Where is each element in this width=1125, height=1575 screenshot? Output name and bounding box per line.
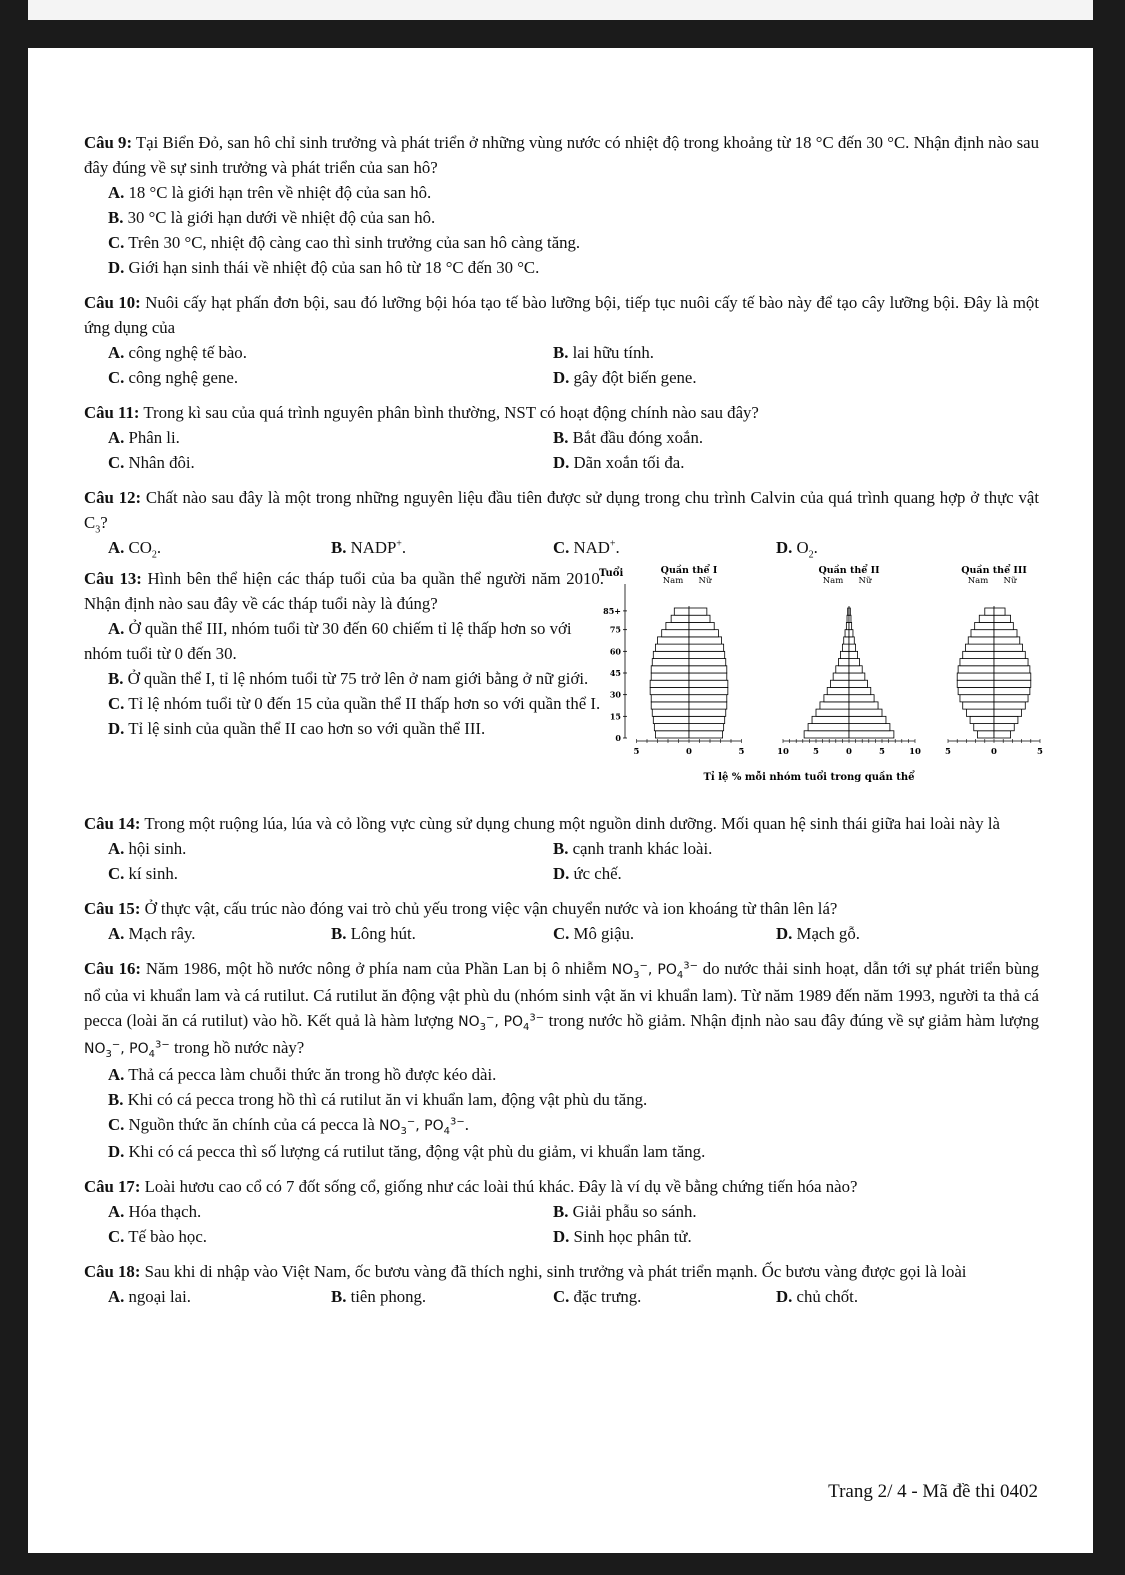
female-bar	[689, 637, 722, 644]
female-bar	[994, 724, 1014, 731]
option-a[interactable]: A. Phân li.	[108, 428, 180, 447]
option-c[interactable]: C. Tỉ lệ nhóm tuổi từ 0 đến 15 của quần thể II thấp hơn so với quần thể I.	[108, 694, 601, 713]
question-15	[84, 896, 1039, 946]
female-bar	[689, 673, 727, 680]
question-number: Câu 10:	[84, 293, 141, 312]
female-bar	[849, 709, 882, 716]
question-text: Hình bên thể hiện các tháp tuổi của ba quần thể người năm 2010. Nhận định nào sau đây về các tháp tuổi này là đúng?	[84, 569, 604, 613]
male-bar	[651, 695, 689, 702]
male-bar	[844, 637, 849, 644]
male-bar	[963, 702, 994, 709]
question-text: Trong kì sau của quá trình nguyên phân bình thường, NST có hoạt động chính nào sau đây?	[139, 403, 759, 422]
female-bar	[994, 702, 1025, 709]
male-bar	[653, 651, 689, 658]
male-bar	[666, 622, 689, 629]
x-tick-label: 0	[991, 747, 997, 757]
male-bar	[963, 651, 994, 658]
option-b[interactable]: B. Bắt đầu đóng xoắn.	[553, 428, 704, 447]
option-d[interactable]: D. Tỉ lệ sinh của quần thể II cao hơn so với quần thể III.	[108, 719, 486, 738]
male-bar	[824, 695, 849, 702]
female-bar	[849, 687, 871, 694]
option-b[interactable]: B. Khi có cá pecca trong hồ thì cá rutilut ăn vi khuẩn lam, động vật phù du tăng.	[108, 1090, 648, 1109]
question-12-stem: Câu 12: Chất nào sau đây là một trong những nguyên liệu đầu tiên được sử dụng trong chu trình Calvin của quá trình quang hợp ở thực vật $C_3$?	[84, 488, 1039, 536]
option-a[interactable]: A. 18 °C là giới hạn trên về nhiệt độ của san hô.	[108, 183, 432, 202]
question-12	[84, 485, 1039, 560]
age-tick-label: 0	[615, 733, 621, 743]
male-bar	[650, 687, 689, 694]
female-bar	[994, 709, 1022, 716]
male-bar	[968, 637, 994, 644]
question-14	[84, 811, 1039, 886]
question-number: Câu 13:	[84, 569, 142, 588]
option-a[interactable]: A. Thả cá pecca làm chuỗi thức ăn trong hồ được kéo dài.	[108, 1065, 497, 1084]
male-bar	[974, 724, 994, 731]
ion-formula: $NO_3^-$, $PO_4^{3-}$	[84, 1039, 170, 1060]
question-17-stem	[84, 1174, 1039, 1199]
male-bar	[970, 716, 994, 723]
option-a[interactable]: A. Ở quần thể III, nhóm tuổi từ 30 đến 60 chiếm tỉ lệ thấp hơn so với nhóm tuổi từ 0 đến 30.	[84, 619, 572, 663]
male-label: Nam	[822, 576, 844, 586]
female-bar	[689, 695, 727, 702]
female-bar	[689, 731, 723, 738]
female-bar	[849, 680, 867, 687]
population-title: Quần thể I	[660, 565, 718, 576]
male-bar	[840, 651, 849, 658]
female-bar	[849, 651, 858, 658]
female-bar	[994, 659, 1028, 666]
y-axis-title: Tuổi	[599, 568, 624, 579]
female-bar	[849, 731, 894, 738]
male-bar	[977, 731, 994, 738]
female-bar	[994, 615, 1011, 622]
question-number: Câu 14:	[84, 814, 141, 833]
female-label: Nữ	[858, 576, 872, 586]
question-number: Câu 11:	[84, 403, 140, 422]
question-number: Câu 9:	[84, 133, 133, 152]
option-b[interactable]: B. Giải phẫu so sánh.	[553, 1202, 697, 1221]
female-bar	[994, 716, 1018, 723]
age-tick-label: 30	[609, 689, 621, 700]
male-bar	[842, 644, 849, 651]
question-text: Sau khi di nhập vào Việt Nam, ốc bươu vàng đã thích nghi, sinh trưởng và phát triển mạnh. Ốc bươu vàng được gọi là loài	[140, 1262, 967, 1281]
option-a[interactable]: A. ngoại lai.	[108, 1287, 191, 1306]
question-18-stem	[84, 1259, 1039, 1284]
option-b[interactable]: B. tiên phong.	[331, 1287, 427, 1306]
female-bar	[689, 622, 714, 629]
option-c[interactable]: C. Nguồn thức ăn chính của cá pecca là $NO_3^-$, $PO_4^{3-}$.	[108, 1115, 469, 1137]
ion-formula: $NO_3^-$, $PO_4^{3-}$	[611, 960, 698, 981]
option-a[interactable]: A. công nghệ tế bào.	[108, 343, 247, 362]
male-bar	[971, 630, 994, 637]
male-bar	[658, 637, 690, 644]
question-9-stem	[84, 130, 1039, 180]
male-bar	[651, 702, 689, 709]
male-bar	[820, 702, 849, 709]
female-bar	[689, 666, 727, 673]
option-d[interactable]: D. $O_2$.	[776, 538, 818, 561]
question-number: Câu 17:	[84, 1177, 141, 1196]
option-c[interactable]: C. Nhân đôi.	[108, 453, 195, 472]
male-bar	[662, 630, 689, 637]
option-d[interactable]: D. chủ chốt.	[776, 1287, 859, 1306]
option-c[interactable]: C. kí sinh.	[108, 864, 178, 883]
male-bar	[808, 724, 849, 731]
male-bar	[958, 687, 994, 694]
page-content	[84, 130, 1043, 1319]
option-c[interactable]: C. đặc trưng.	[553, 1287, 642, 1306]
age-tick-label: 85+	[603, 605, 621, 616]
female-bar	[994, 622, 1013, 629]
question-text: Loài hươu cao cổ có 7 đốt sống cổ, giống như các loài thú khác. Đây là ví dụ về bằng chứng tiến hóa nào?	[140, 1177, 858, 1196]
male-bar	[827, 687, 849, 694]
male-bar	[960, 659, 994, 666]
option-b[interactable]: B. Ở quần thể I, tỉ lệ nhóm tuổi từ 75 trở lên ở nam giới bằng ở nữ giới.	[108, 669, 589, 688]
male-bar	[960, 695, 994, 702]
question-10	[84, 290, 1039, 390]
option-b[interactable]: B. Lông hút.	[331, 924, 416, 943]
x-axis-caption: Tỉ lệ % mỗi nhóm tuổi trong quần thể	[703, 772, 915, 783]
x-tick-label: 5	[1037, 747, 1043, 757]
question-text: Nuôi cấy hạt phấn đơn bội, sau đó lưỡng bội hóa tạo tế bào lưỡng bội, tiếp tục nuôi cấy tế bào này để tạo cây lưỡng bội. Đây là một ứng dụng của	[84, 293, 1039, 337]
option-d[interactable]: D. Khi có cá pecca thì số lượng cá rutilut tăng, động vật phù du giảm, vi khuẩn lam tăng.	[108, 1142, 706, 1161]
x-tick-label: 5	[633, 747, 640, 757]
male-bar	[965, 644, 994, 651]
female-bar	[849, 724, 890, 731]
male-bar	[651, 673, 689, 680]
male-bar	[831, 680, 849, 687]
question-16	[84, 956, 1039, 1164]
female-bar	[994, 630, 1017, 637]
option-d[interactable]: D. Mạch gỗ.	[776, 924, 860, 943]
female-bar	[849, 673, 865, 680]
female-bar	[994, 687, 1030, 694]
female-bar	[849, 622, 852, 629]
female-bar	[689, 659, 726, 666]
female-bar	[849, 637, 854, 644]
male-bar	[957, 673, 994, 680]
male-bar	[966, 709, 994, 716]
female-bar	[994, 731, 1011, 738]
option-c[interactable]: C. Tế bào học.	[108, 1227, 207, 1246]
female-bar	[689, 702, 727, 709]
male-bar	[650, 680, 689, 687]
question-text: Ở thực vật, cấu trúc nào đóng vai trò chủ yếu trong việc vận chuyển nước và ion khoáng từ thân lên lá?	[140, 899, 838, 918]
x-tick-label: 10	[909, 747, 921, 757]
question-11	[84, 400, 1039, 475]
option-b[interactable]: B. 30 °C là giới hạn dưới về nhiệt độ của san hô.	[108, 208, 436, 227]
option-b[interactable]: B. cạnh tranh khác loài.	[553, 839, 713, 858]
question-number: Câu 12:	[84, 488, 142, 507]
male-label: Nam	[967, 576, 989, 586]
question-18	[84, 1259, 1039, 1309]
question-11-stem	[84, 400, 1039, 425]
option-b[interactable]: B. lai hữu tính.	[553, 343, 654, 362]
age-pyramid-figure	[599, 562, 1044, 792]
female-bar	[994, 637, 1020, 644]
question-number: Câu 16:	[84, 959, 142, 978]
male-bar	[985, 608, 994, 615]
population-title: Quần thể III	[961, 565, 1027, 576]
question-10-stem	[84, 290, 1039, 340]
female-bar	[689, 608, 707, 615]
female-bar	[689, 724, 724, 731]
option-d[interactable]: D. gây đột biến gene.	[553, 368, 697, 387]
option-b[interactable]: B. NADP+.	[331, 538, 407, 557]
female-bar	[849, 608, 850, 615]
x-tick-label: 0	[846, 747, 852, 757]
female-bar	[849, 666, 862, 673]
question-text: Tại Biển Đỏ, san hô chỉ sinh trưởng và phát triển ở những vùng nước có nhiệt độ trong khoảng từ 18 °C đến 30 °C. Nhận định nào sau đây đúng về sự sinh trưởng và phát triển của san hô?	[84, 133, 1039, 177]
age-tick-label: 60	[609, 646, 621, 657]
ion-formula: $NO_3^-$, $PO_4^{3-}$	[378, 1116, 465, 1137]
female-bar	[689, 651, 725, 658]
question-16-stem: Câu 16: Năm 1986, một hồ nước nông ở phía nam của Phần Lan bị ô nhiễm $NO_3^-$, $PO_4^{3-}$ do nước thải sinh hoạt, dẫn tới sự phát triển bùng nổ của vi khuẩn lam và cá rutilut. Cá rutilut ăn động vật phù du (nhóm sinh vật ăn vi khuẩn lam). Từ năm 1989 đến năm 1993, người ta thả cá pecca (loài ăn cá rutilut) vào hồ. Kết quả là hàm lượng $NO_3^-$, $PO_4^{3-}$ trong nước hồ giảm. Nhận định nào sau đây đúng về sự giảm hàm lượng $NO_3^-$, $PO_4^{3-}$ trong hồ nước này?	[84, 959, 1039, 1060]
option-c[interactable]: C. Mô giậu.	[553, 924, 635, 943]
male-bar	[652, 659, 689, 666]
option-d[interactable]: D. Sinh học phân tử.	[553, 1227, 692, 1246]
male-bar	[655, 731, 689, 738]
option-d[interactable]: D. Giới hạn sinh thái về nhiệt độ của san hô từ 18 °C đến 30 °C.	[108, 258, 540, 277]
female-bar	[994, 651, 1025, 658]
question-13	[84, 565, 1043, 801]
age-tick-label: 45	[609, 668, 621, 678]
male-bar	[836, 666, 849, 673]
x-tick-label: 5	[879, 747, 885, 757]
option-a[interactable]: A. Mạch rây.	[108, 924, 196, 943]
female-bar	[994, 608, 1005, 615]
female-bar	[994, 644, 1023, 651]
population-title: Quần thể II	[818, 565, 880, 576]
question-number: Câu 15:	[84, 899, 141, 918]
option-a[interactable]: A. $CO_2$.	[108, 538, 162, 561]
female-bar	[849, 644, 856, 651]
male-bar	[979, 615, 994, 622]
question-14-stem	[84, 811, 1039, 836]
option-c[interactable]: C. NAD+.	[553, 538, 620, 557]
female-label: Nữ	[1003, 576, 1017, 586]
female-label: Nữ	[698, 576, 712, 586]
x-tick-label: 5	[738, 747, 745, 757]
question-13-stem	[84, 566, 604, 616]
previous-page-edge	[28, 0, 1093, 20]
male-bar	[845, 630, 849, 637]
female-bar	[849, 659, 860, 666]
male-bar	[958, 666, 994, 673]
option-c[interactable]: C. công nghệ gene.	[108, 368, 239, 387]
page-footer: Trang 2/ 4 - Mã đề thi 0402	[828, 1481, 1038, 1502]
question-17	[84, 1174, 1039, 1249]
female-bar	[994, 673, 1031, 680]
female-bar	[849, 615, 851, 622]
female-bar	[689, 644, 724, 651]
female-bar	[994, 680, 1031, 687]
female-bar	[849, 695, 874, 702]
male-bar	[671, 615, 689, 622]
male-bar	[655, 644, 689, 651]
female-bar	[849, 630, 853, 637]
male-bar	[833, 673, 849, 680]
male-bar	[652, 709, 689, 716]
male-bar	[653, 716, 689, 723]
option-c[interactable]: C. Trên 30 °C, nhiệt độ càng cao thì sinh trưởng của san hô càng tăng.	[108, 233, 581, 252]
x-tick-label: 0	[686, 747, 692, 757]
female-bar	[994, 666, 1030, 673]
option-a[interactable]: A. Hóa thạch.	[108, 1202, 202, 1221]
female-bar	[689, 709, 726, 716]
male-bar	[975, 622, 994, 629]
female-bar	[849, 716, 886, 723]
male-bar	[654, 724, 689, 731]
question-text: Trong một ruộng lúa, lúa và cỏ lồng vực cùng sử dụng chung một nguồn dinh dưỡng. Mối quan hệ sinh thái giữa hai loài này là	[140, 814, 1000, 833]
option-d[interactable]: D. ức chế.	[553, 864, 622, 883]
x-tick-label: 5	[945, 747, 951, 757]
female-bar	[689, 615, 710, 622]
option-a[interactable]: A. hội sinh.	[108, 839, 187, 858]
ion-formula: $NO_3^-$, $PO_4^{3-}$	[458, 1012, 545, 1033]
age-tick-label: 15	[609, 711, 621, 722]
female-bar	[994, 695, 1028, 702]
male-bar	[838, 659, 849, 666]
female-bar	[689, 630, 718, 637]
x-tick-label: 5	[813, 747, 819, 757]
exam-page	[28, 48, 1093, 1553]
male-bar	[804, 731, 849, 738]
question-15-stem	[84, 896, 1039, 921]
male-label: Nam	[662, 576, 684, 586]
male-bar	[816, 709, 849, 716]
male-bar	[812, 716, 849, 723]
male-bar	[651, 666, 689, 673]
option-d[interactable]: D. Dãn xoắn tối đa.	[553, 453, 685, 472]
question-13-text	[84, 566, 604, 741]
age-tick-label: 75	[609, 624, 621, 635]
x-tick-label: 10	[777, 747, 789, 757]
question-number: Câu 18:	[84, 1262, 141, 1281]
female-bar	[689, 687, 728, 694]
female-bar	[849, 702, 878, 709]
question-9	[84, 130, 1039, 280]
female-bar	[689, 680, 728, 687]
male-bar	[674, 608, 689, 615]
female-bar	[689, 716, 725, 723]
male-bar	[957, 680, 994, 687]
